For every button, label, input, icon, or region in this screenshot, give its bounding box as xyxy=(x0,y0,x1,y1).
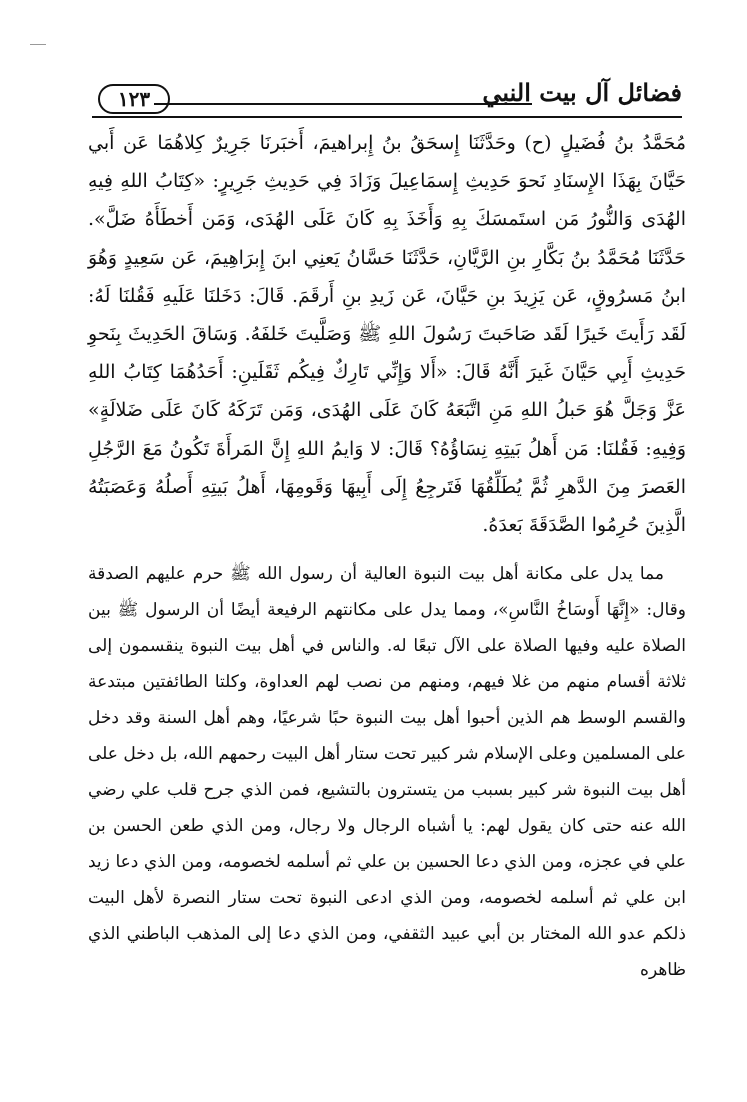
page-body xyxy=(88,124,686,988)
page-number: ١٢٣ xyxy=(98,84,170,114)
running-title: فضائل آل بيت النبي xyxy=(482,78,682,107)
commentary-paragraph: مما يدل على مكانة أهل بيت النبوة العالية أن رسول الله ﷺ حرم عليهم الصدقة وقال: «إِنَّهَا أَوسَاخُ النَّاسِ»، ومما يدل على مكانتهم الرفيعة أيضًا أن الرسول ﷺ بين الصلاة عليه وفيها الصلاة على الآل تبعًا له. والناس في أهل بيت النبوة ينقسمون إلى ثلاثة أقسام منهم من غلا فيهم، ومنهم من نصب لهم العداوة، وكلتا الطائفتين مبتدعة والقسم الوسط هم الذين أحبوا أهل بيت النبوة حبًا شرعيًا، وهم أهل السنة وقد دخل على المسلمين وعلى الإسلام شر كبير تحت ستار أهل البيت رحمهم الله، بل دخل على أهل بيت النبوة شر كبير بسبب من يتسترون بالتشيع، فمن الذي جرح قلب علي رضي الله عنه حتى كان يقول لهم: يا أشباه الرجال ولا رجال، ومن الذي طعن الحسن بن علي في عجزه، ومن الذي دعا الحسين بن علي ثم أسلمه لخصومه، ومن الذي دعا زيد ابن علي ثم أسلمه لخصومه، ومن الذي ادعى النبوة تحت ستار النصرة لأهل البيت ذلكم عدو الله المختار بن أبي عبيد الثقفي، ومن الذي دعا إلى المذهب الباطني الذي ظاهره xyxy=(88,564,686,981)
header-underline xyxy=(92,116,682,118)
header-rule xyxy=(154,103,532,105)
page-header xyxy=(92,76,682,116)
hadith-paragraph: مُحَمَّدُ بنُ فُضَيلٍ (ح) وحَدَّثَنَا إِسحَقُ بنُ إِبراهيمَ، أَخبَرنَا جَرِيرٌ كِلاهُمَا عَن أَبي حَيَّانَ بِهَذَا الإِسنَادِ نَحوَ حَدِيثِ إِسمَاعِيلَ وَزَادَ فِي حَدِيثِ جَرِيرٍ: «كِتَابُ اللهِ فِيهِ الهُدَى وَالنُّورُ مَن استَمسَكَ بِهِ وَأَخَذَ بِهِ كَانَ عَلَى الهُدَى، وَمَن أَخطَأَهُ ضَلَّ». حَدَّثَنَا مُحَمَّدُ بنُ بَكَّارِ بنِ الرَّيَّانِ، حَدَّثَنَا حَسَّانُ يَعنِي ابنَ إِبرَاهِيمَ، عَن سَعِيدٍ وَهُوَ ابنُ مَسرُوقٍ، عَن يَزِيدَ بنِ حَيَّانَ، عَن زَيدِ بنِ أَرقَمَ. قَالَ: دَخَلنَا عَلَيهِ فَقُلنَا لَهُ: لَقَد رَأَيتَ خَيرًا لَقَد صَاحَبتَ رَسُولَ اللهِ ﷺ وَصَلَّيتَ خَلفَهُ. وَسَاقَ الحَدِيثَ بِنَحوِ حَدِيثِ أَبِي حَيَّانَ غَيرَ أَنَّهُ قَالَ: «أَلا وَإِنِّي تَارِكٌ فِيكُم ثَقَلَينِ: أَحَدُهُمَا كِتَابُ اللهِ عَزَّ وَجَلَّ هُوَ حَبلُ اللهِ مَنِ اتَّبَعَهُ كَانَ عَلَى الهُدَى، وَمَن تَرَكَهُ كَانَ عَلَى ضَلالَةٍ» وَفِيهِ: فَقُلنَا: مَن أَهلُ بَيتِهِ نِسَاؤُهُ؟ قَالَ: لا وَايمُ اللهِ إِنَّ المَرأَةَ تَكُونُ مَعَ الرَّجُلِ العَصرَ مِنَ الدَّهرِ ثُمَّ يُطَلِّقُهَا فَتَرجِعُ إِلَى أَبِيهَا وَقَومِهَا، أَهلُ بَيتِهِ أَصلُهُ وَعَصَبَتُهُ الَّذِينَ حُرِمُوا الصَّدَقَةَ بَعدَهُ. xyxy=(88,132,686,537)
scan-mark xyxy=(30,44,46,45)
